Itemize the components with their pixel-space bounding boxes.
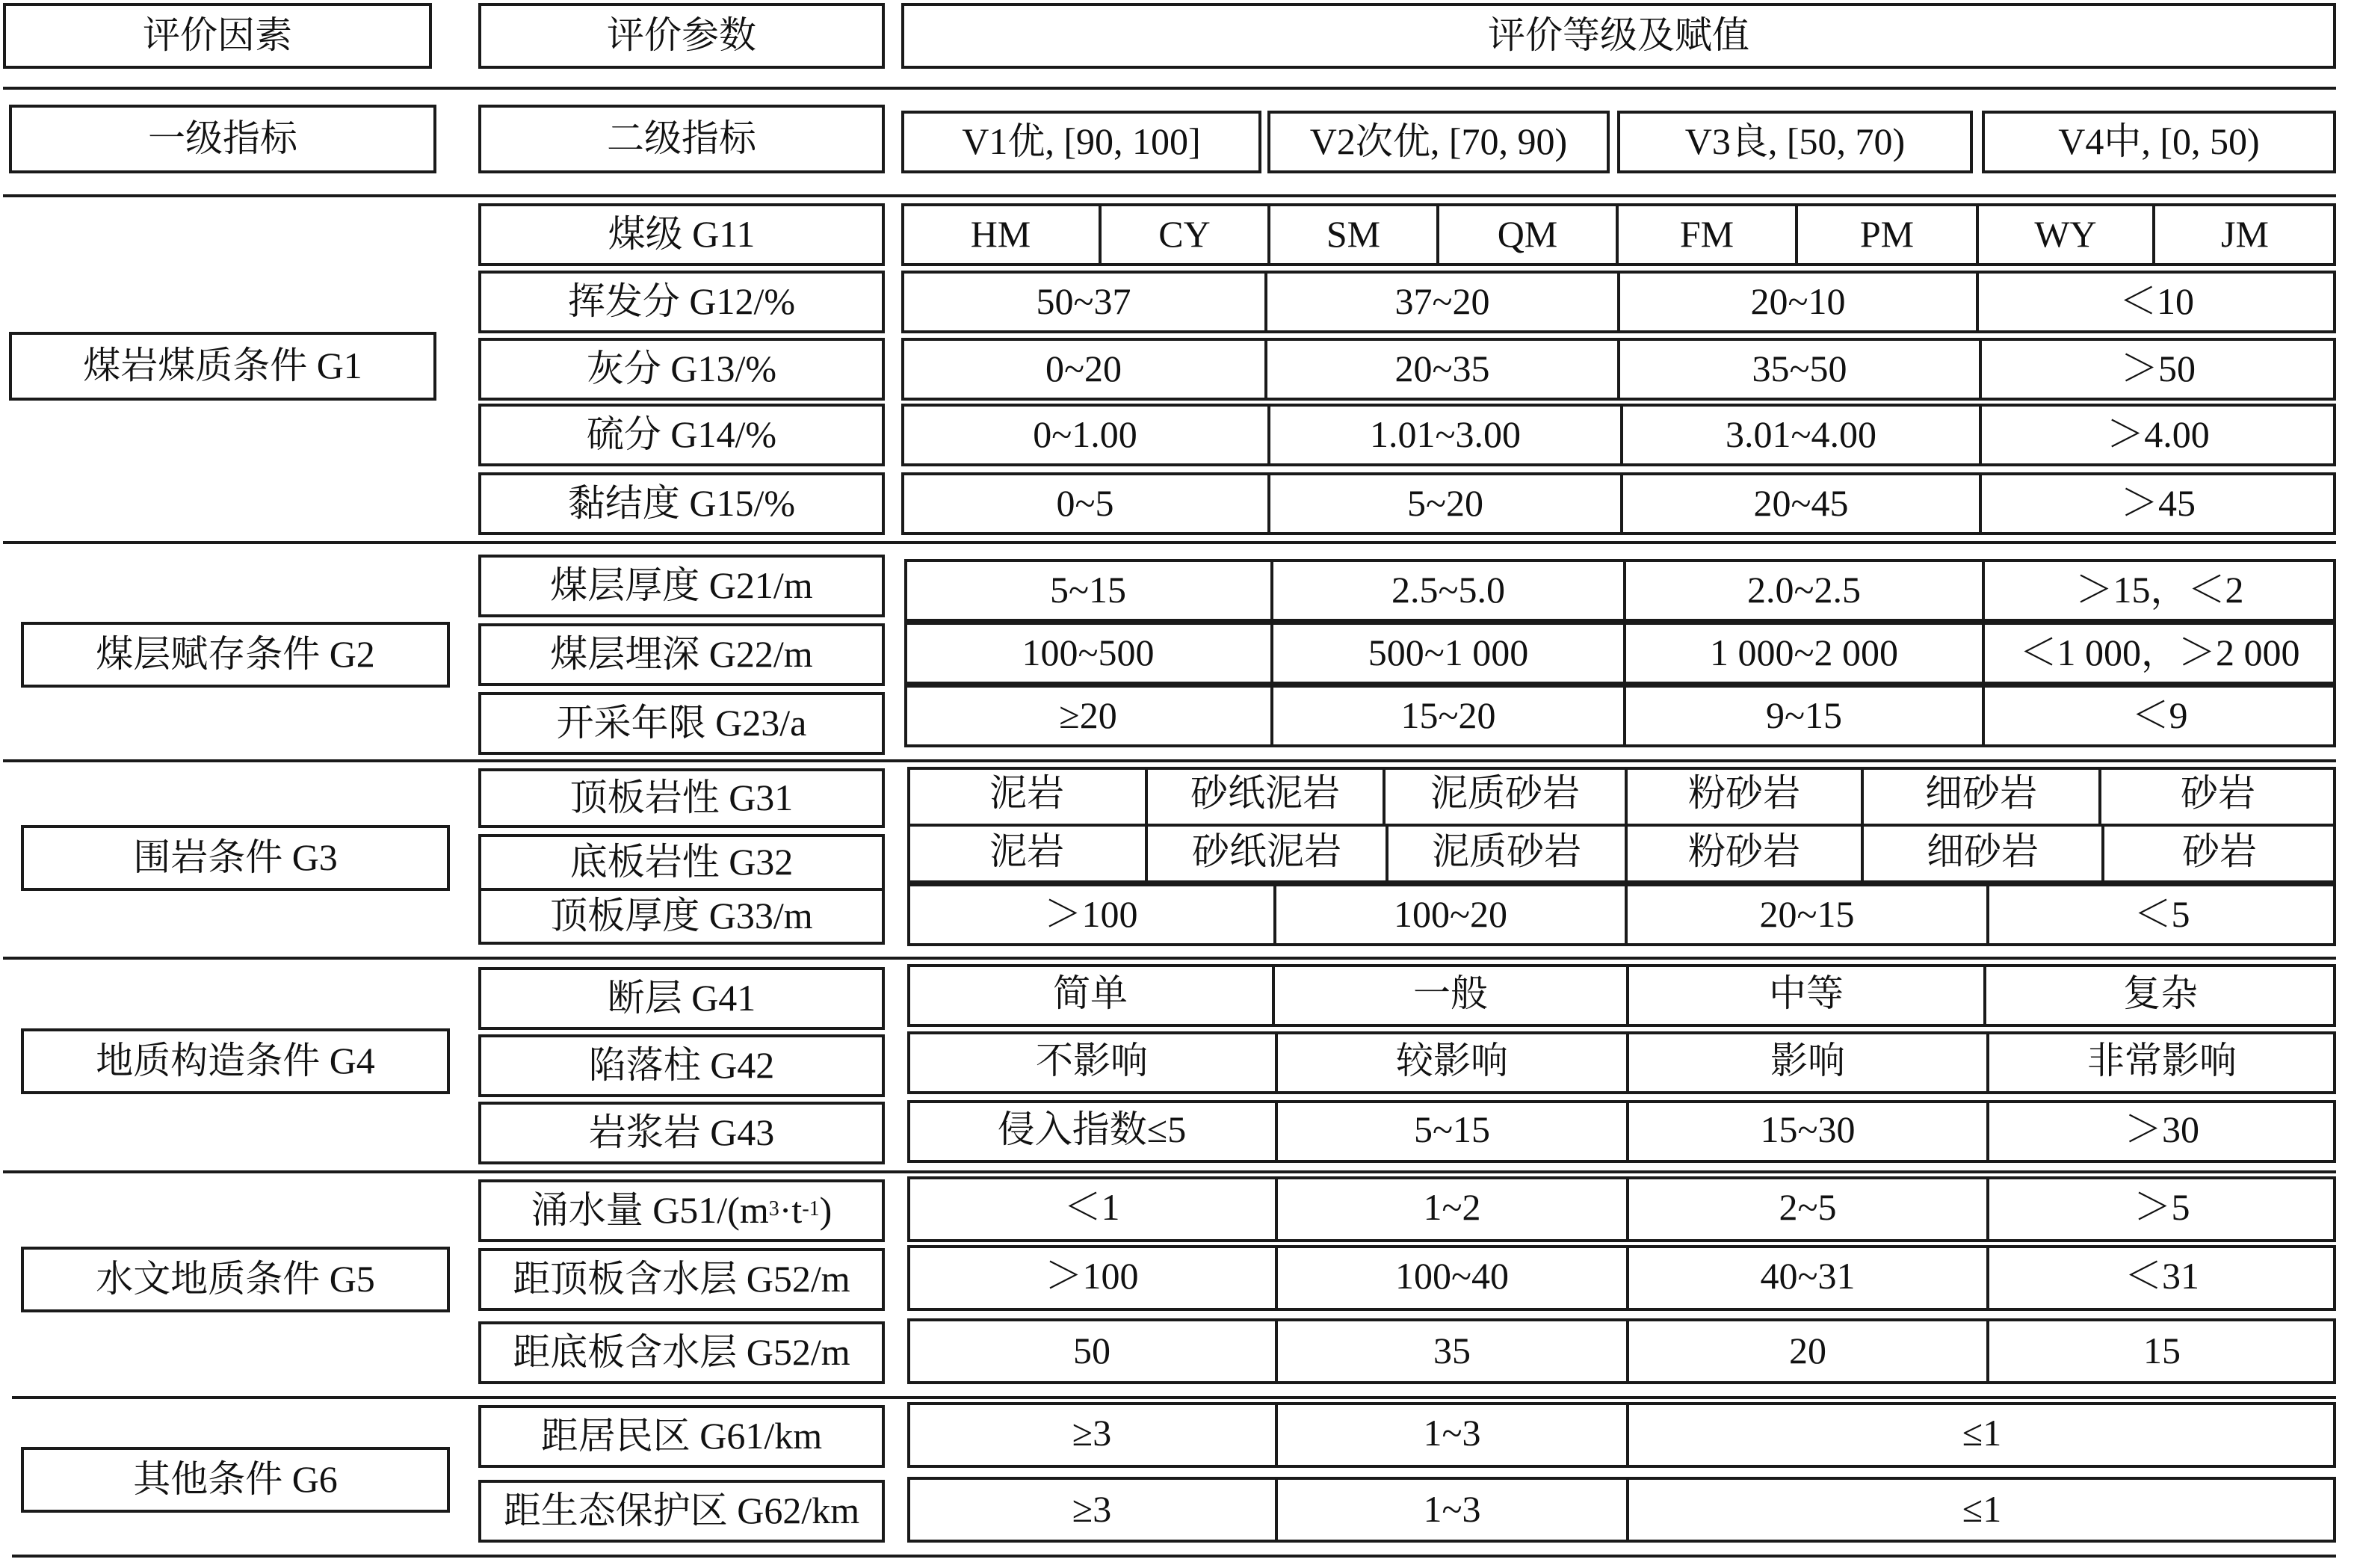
cell-g61-v3: ≤1 bbox=[1962, 1413, 2002, 1454]
cell-g31-6: 砂岩 bbox=[2180, 774, 2255, 814]
cell-g51-v4: ＞5 bbox=[2134, 1188, 2190, 1228]
cell-g32-4: 粉砂岩 bbox=[1687, 832, 1800, 872]
cell-g11-sm: SM bbox=[1326, 214, 1381, 255]
param-g22: 煤层埋深 G22/m bbox=[478, 623, 885, 686]
cell-g43-v2: 5~15 bbox=[1413, 1110, 1491, 1150]
group-g2-label: 煤层赋存条件 G2 bbox=[21, 622, 450, 688]
cell-g41-v2: 一般 bbox=[1412, 974, 1488, 1014]
param-g51-mid: ·t bbox=[779, 1191, 803, 1231]
cell-g12-v2: 37~20 bbox=[1394, 282, 1490, 322]
cell-g42-v3: 影响 bbox=[1770, 1041, 1845, 1081]
cell-g31-5: 细砂岩 bbox=[1924, 774, 2037, 814]
cell-g33-v3: 20~15 bbox=[1759, 895, 1855, 935]
cell-g15-v3: 20~45 bbox=[1753, 484, 1849, 524]
cell-g15-v4: ＞45 bbox=[2120, 484, 2196, 524]
cell-g22-v1: 100~500 bbox=[1022, 633, 1155, 673]
header-grade: 评价等级及赋值 bbox=[901, 3, 2336, 69]
cell-g15-v2: 5~20 bbox=[1406, 484, 1484, 524]
group-g6-label: 其他条件 G6 bbox=[21, 1447, 450, 1513]
subheader-level2: 二级指标 bbox=[478, 105, 885, 173]
cell-g52-bottom-v1: 50 bbox=[1073, 1331, 1110, 1371]
cell-g13-v1: 0~20 bbox=[1045, 349, 1122, 389]
grade-v1: V1优, [90, 100] bbox=[901, 111, 1261, 173]
cell-g23-v2: 15~20 bbox=[1400, 696, 1496, 736]
cell-g31-3: 泥质砂岩 bbox=[1430, 774, 1580, 814]
param-g52-top: 距顶板含水层 G52/m bbox=[478, 1248, 885, 1311]
separator-line bbox=[12, 1396, 2336, 1399]
cell-g11-hm: HM bbox=[970, 214, 1031, 255]
param-g51-suffix: ) bbox=[819, 1191, 832, 1231]
cell-g42-v1: 不影响 bbox=[1035, 1041, 1148, 1081]
cell-g32-2: 砂纸泥岩 bbox=[1191, 832, 1341, 872]
param-g13: 灰分 G13/% bbox=[478, 338, 885, 401]
separator-line bbox=[12, 1555, 2336, 1558]
group-g3-label: 围岩条件 G3 bbox=[21, 825, 450, 891]
cell-g11-fm: FM bbox=[1679, 214, 1734, 255]
param-g52-bottom: 距底板含水层 G52/m bbox=[478, 1321, 885, 1384]
cell-g14-v3: 3.01~4.00 bbox=[1725, 415, 1877, 455]
cell-g13-v2: 20~35 bbox=[1394, 349, 1490, 389]
cell-g23-v3: 9~15 bbox=[1765, 696, 1843, 736]
cell-g51-v2: 1~2 bbox=[1423, 1188, 1481, 1228]
param-g51-prefix: 涌水量 G51/(m bbox=[531, 1191, 769, 1231]
cell-g21-v3: 2.0~2.5 bbox=[1746, 570, 1862, 611]
cell-g61-v2: 1~3 bbox=[1423, 1413, 1481, 1454]
cell-g52-top-v3: 40~31 bbox=[1760, 1256, 1856, 1297]
group-g4-label: 地质构造条件 G4 bbox=[21, 1028, 450, 1094]
cell-g52-top-v4: ＜31 bbox=[2124, 1256, 2199, 1297]
param-g43: 岩浆岩 G43 bbox=[478, 1102, 885, 1164]
param-g42: 陷落柱 G42 bbox=[478, 1034, 885, 1097]
cell-g41-v1: 简单 bbox=[1052, 974, 1128, 1014]
group-g1-label: 煤岩煤质条件 G1 bbox=[9, 332, 436, 401]
cell-g52-bottom-v4: 15 bbox=[2143, 1331, 2181, 1371]
cell-g11-jm: JM bbox=[2221, 214, 2269, 255]
cell-g52-top-v2: 100~40 bbox=[1394, 1256, 1510, 1297]
cell-g22-v2: 500~1 000 bbox=[1368, 633, 1529, 673]
param-g14: 硫分 G14/% bbox=[478, 404, 885, 466]
cell-g52-bottom-v2: 35 bbox=[1433, 1331, 1471, 1371]
grade-v2: V2次优, [70, 90) bbox=[1267, 111, 1610, 173]
cell-g32-6: 砂岩 bbox=[2181, 832, 2257, 872]
param-g31: 顶板岩性 G31 bbox=[478, 768, 885, 828]
cell-g23-v1: ≥20 bbox=[1059, 696, 1117, 736]
param-g32: 底板岩性 G32 bbox=[478, 834, 885, 891]
cell-g14-v4: ＞4.00 bbox=[2107, 415, 2210, 455]
param-g12: 挥发分 G12/% bbox=[478, 271, 885, 333]
cell-g51-v1: ＜1 bbox=[1063, 1188, 1120, 1228]
cell-g12-v1: 50~37 bbox=[1036, 282, 1131, 322]
cell-g52-top-v1: ＞100 bbox=[1045, 1256, 1139, 1297]
header-param: 评价参数 bbox=[478, 3, 885, 69]
cell-g32-1: 泥岩 bbox=[989, 832, 1064, 872]
cell-g43-v4: ＞30 bbox=[2124, 1110, 2199, 1150]
group-g5-label: 水文地质条件 G5 bbox=[21, 1247, 450, 1312]
header-factor: 评价因素 bbox=[3, 3, 432, 69]
cell-g21-v4: ＞15，＜2 bbox=[2075, 570, 2244, 611]
cell-g52-bottom-v3: 20 bbox=[1789, 1331, 1826, 1371]
separator-line bbox=[3, 957, 2336, 960]
cell-g51-v3: 2~5 bbox=[1779, 1188, 1837, 1228]
cell-g11-wy: WY bbox=[2034, 214, 2097, 255]
cell-g33-v2: 100~20 bbox=[1393, 895, 1508, 935]
cell-g15-v1: 0~5 bbox=[1056, 484, 1114, 524]
cell-g13-v3: 35~50 bbox=[1752, 349, 1847, 389]
cell-g62-v2: 1~3 bbox=[1423, 1490, 1481, 1530]
cell-g22-v4: ＜1 000，＞2 000 bbox=[2019, 633, 2300, 673]
cell-g14-v2: 1.01~3.00 bbox=[1369, 415, 1522, 455]
param-g33: 顶板厚度 G33/m bbox=[478, 888, 885, 945]
param-g15: 黏结度 G15/% bbox=[478, 472, 885, 535]
cell-g41-v4: 复杂 bbox=[2122, 974, 2198, 1014]
cell-g21-v2: 2.5~5.0 bbox=[1391, 570, 1506, 611]
cell-g43-v3: 15~30 bbox=[1760, 1110, 1856, 1150]
cell-g33-v4: ＜5 bbox=[2134, 895, 2190, 935]
cell-g43-v1: 侵入指数≤5 bbox=[997, 1110, 1187, 1150]
subheader-level1: 一级指标 bbox=[9, 105, 436, 173]
cell-g42-v4: 非常影响 bbox=[2086, 1041, 2237, 1081]
cell-g31-1: 泥岩 bbox=[989, 774, 1064, 814]
param-g23: 开采年限 G23/a bbox=[478, 692, 885, 755]
param-g62: 距生态保护区 G62/km bbox=[478, 1480, 885, 1543]
cell-g33-v1: ＞100 bbox=[1044, 895, 1138, 935]
separator-line bbox=[3, 194, 2336, 197]
cell-g23-v4: ＜9 bbox=[2131, 696, 2188, 736]
grade-v3: V3良, [50, 70) bbox=[1617, 111, 1973, 173]
cell-g12-v3: 20~10 bbox=[1750, 282, 1846, 322]
cell-g11-cy: CY bbox=[1158, 214, 1211, 255]
cell-g62-v1: ≥3 bbox=[1072, 1490, 1112, 1530]
param-g51: 涌水量 G51/(m 3 ·t -1 ) bbox=[478, 1179, 885, 1242]
cell-g13-v4: ＞50 bbox=[2120, 349, 2196, 389]
cell-g32-5: 细砂岩 bbox=[1926, 832, 2039, 872]
param-g21: 煤层厚度 G21/m bbox=[478, 555, 885, 617]
param-g11: 煤级 G11 bbox=[478, 203, 885, 266]
cell-g14-v1: 0~1.00 bbox=[1033, 415, 1137, 455]
cell-g11-pm: PM bbox=[1859, 214, 1915, 255]
cell-g42-v2: 较影响 bbox=[1395, 1041, 1508, 1081]
separator-line bbox=[3, 541, 2336, 544]
cell-g41-v3: 中等 bbox=[1768, 974, 1844, 1014]
separator-line bbox=[3, 87, 2336, 90]
cell-g22-v3: 1 000~2 000 bbox=[1709, 633, 1899, 673]
param-g61: 距居民区 G61/km bbox=[478, 1405, 885, 1468]
separator-line bbox=[3, 1170, 2336, 1173]
separator-line bbox=[3, 759, 2336, 762]
cell-g62-v3: ≤1 bbox=[1962, 1490, 2002, 1530]
cell-g21-v1: 5~15 bbox=[1049, 570, 1127, 611]
grade-v4: V4中, [0, 50) bbox=[1982, 111, 2336, 173]
cell-g61-v1: ≥3 bbox=[1072, 1413, 1112, 1454]
cell-g11-qm: QM bbox=[1497, 214, 1558, 255]
cell-g31-2: 砂纸泥岩 bbox=[1190, 774, 1340, 814]
cell-g31-4: 粉砂岩 bbox=[1687, 774, 1800, 814]
param-g41: 断层 G41 bbox=[478, 967, 885, 1030]
cell-g12-v4: ＜10 bbox=[2119, 282, 2194, 322]
cell-g32-3: 泥质砂岩 bbox=[1431, 832, 1581, 872]
